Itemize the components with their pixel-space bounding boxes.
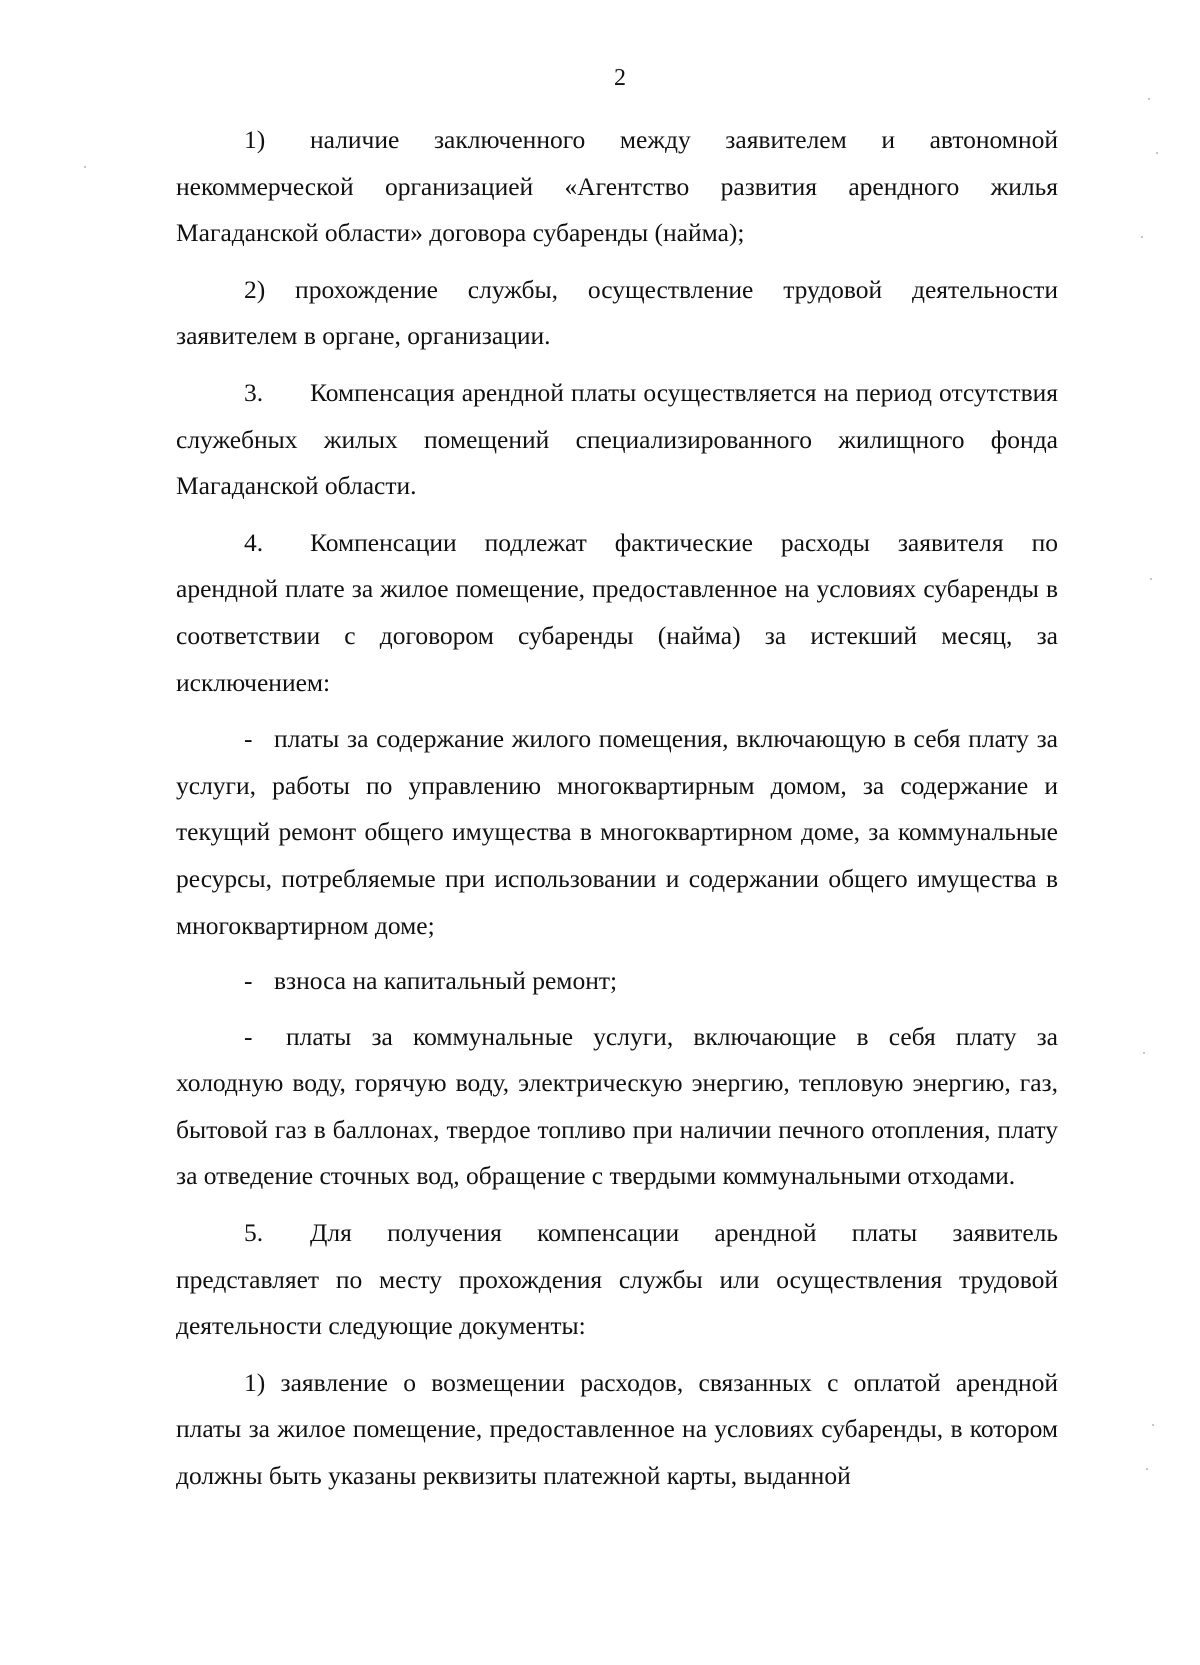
clause-number: 4. <box>244 527 264 557</box>
scan-speck <box>1143 1052 1145 1054</box>
item-number: 1) <box>244 125 266 154</box>
scan-speck <box>1152 1424 1154 1426</box>
document-body <box>176 117 1058 1500</box>
scan-speck <box>1148 98 1150 100</box>
scan-speck <box>1150 578 1152 580</box>
paragraph-subitem-1 <box>176 1360 1058 1500</box>
list-item-capital-repair <box>176 958 1058 1005</box>
paragraph-text: платы за содержание жилого помещения, включающую в себя плату за услуги, работы по управлению многоквартирным домом, за содержание и текущий ремонт общего имущества в многоквартирном доме, за коммунальные ресурсы, потребляемые при использовании и содержании общего имущества в многоквартирном доме; <box>176 724 1058 940</box>
paragraph-item-2 <box>176 267 1058 360</box>
scan-speck <box>84 166 86 168</box>
clause-number: 3. <box>244 377 264 407</box>
list-dash: - <box>244 1021 253 1051</box>
paragraph-text: 1) заявление о возмещении расходов, связанных с оплатой арендной платы за жилое помещение, предоставленное на условиях субаренды, в котором должны быть указаны реквизиты платежной карты, выданной <box>176 1367 1058 1491</box>
list-dash: - <box>244 966 253 996</box>
paragraph-text: Для получения компенсации арендной платы заявитель представляет по месту прохождения службы или осуществления трудовой деятельности следующие документы: <box>176 1218 1058 1341</box>
scan-speck <box>1141 236 1143 238</box>
paragraph-text: Компенсация арендной платы осуществляется на период отсутствия служебных жилых помещений специализированного жилищного фонда Магаданской области. <box>176 377 1058 501</box>
paragraph-text: взноса на капитальный ремонт; <box>274 966 618 996</box>
paragraph-clause-5 <box>176 1210 1058 1350</box>
clause-number: 5. <box>244 1218 264 1248</box>
paragraph-item-1 <box>176 117 1058 257</box>
page-number: 2 <box>614 65 626 91</box>
scan-speck <box>1146 1468 1148 1470</box>
paragraph-text: платы за коммунальные услуги, включающие в себя плату за холодную воду, горячую воду, электрическую энергию, тепловую энергию, газ, бытовой газ в баллонах, твердое топливо при наличии печного отопления, плату за отведение сточных вод, обращение с твердыми коммунальными отходами. <box>176 1021 1058 1191</box>
paragraph-text: Компенсации подлежат фактические расходы заявителя по арендной плате за жилое помещение, предоставленное на условиях субаренды в соответствии с договором субаренды (найма) за истекший месяц, за исключением: <box>176 527 1058 697</box>
paragraph-clause-3 <box>176 370 1058 510</box>
paragraph-clause-4 <box>176 520 1058 706</box>
list-item-utilities <box>176 1014 1058 1200</box>
scan-speck <box>1156 152 1158 154</box>
paragraph-text: 2) прохождение службы, осуществление трудовой деятельности заявителем в органе, организации. <box>176 274 1058 351</box>
list-item-maintenance <box>176 716 1058 949</box>
list-dash: - <box>244 724 253 754</box>
paragraph-text: наличие заключенного между заявителем и автономной некоммерческой организацией «Агентство развития арендного жилья Магаданской области» договора субаренды (найма); <box>176 125 1058 248</box>
